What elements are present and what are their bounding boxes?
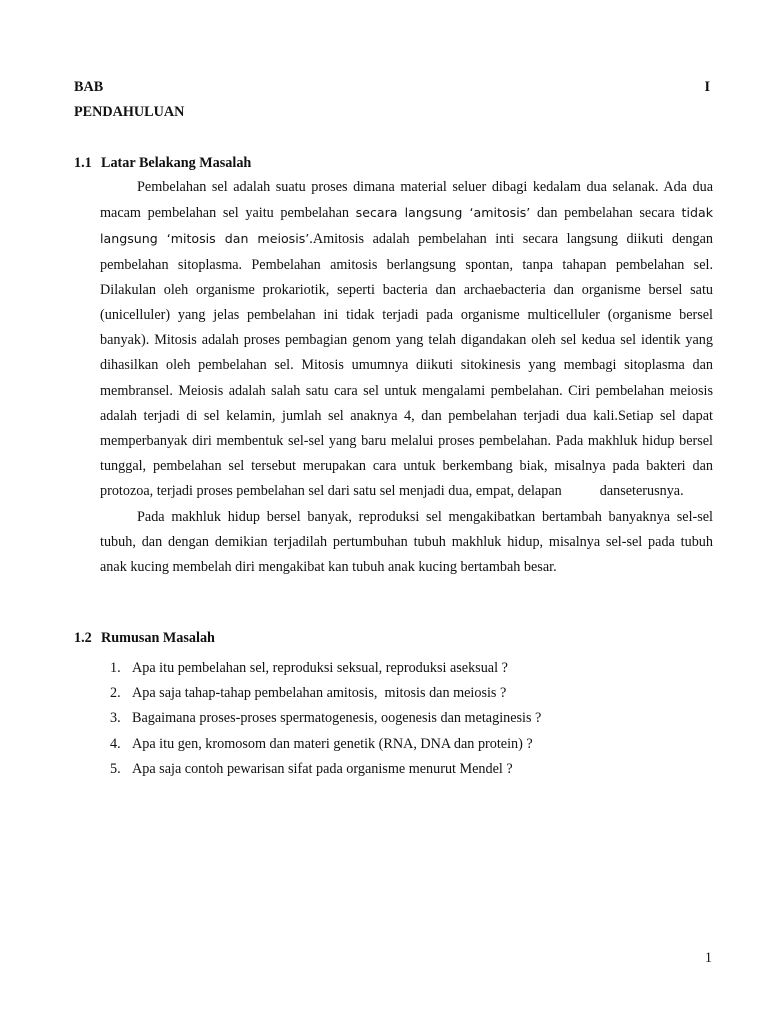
- list-item: [110, 706, 541, 731]
- section-number: 1.1: [74, 155, 92, 171]
- section-1-1-body: [100, 175, 713, 580]
- section-title: Latar Belakang Masalah: [101, 155, 252, 171]
- list-text: Apa itu gen, kromosom dan materi genetik (RNA, DNA dan protein) ?: [132, 735, 533, 752]
- list-text: Apa saja tahap-tahap pembelahan amitosis, mitosis dan meiosis ?: [132, 685, 507, 702]
- list-item: [110, 732, 541, 757]
- chapter-header: [74, 79, 710, 96]
- list-number: 3.: [110, 710, 121, 727]
- page-number: 1: [704, 950, 712, 966]
- list-number: 1.: [110, 660, 121, 676]
- p1-text-b: dan pembelahan secara: [530, 205, 682, 222]
- list-item: [110, 681, 541, 706]
- list-item: [110, 656, 541, 681]
- section-heading-1-1: [74, 155, 251, 172]
- list-text: Apa saja contoh pewarisan sifat pada organisme menurut Mendel ?: [132, 760, 513, 777]
- p1-text-end: danseterusnya.: [599, 483, 684, 500]
- p1-text-a: Pembelahan sel adalah suatu proses dimana material seluer dibagi kedalam dua selanak. Ada dua macam pembelahan sel yaitu pembelahan: [100, 179, 713, 222]
- list-item: [110, 757, 541, 782]
- bab-label: BAB: [74, 79, 104, 95]
- list-text: Apa itu pembelahan sel, reproduksi seksual, reproduksi aseksual ?: [132, 660, 508, 676]
- list-text: Bagaimana proses-proses spermatogenesis, oogenesis dan metaginesis ?: [132, 710, 542, 727]
- list-number: 4.: [110, 735, 121, 752]
- problem-list: [110, 656, 541, 782]
- section-heading-1-2: [74, 630, 215, 647]
- paragraph-1: [100, 175, 713, 505]
- chapter-title: PENDAHULUAN: [74, 104, 185, 120]
- p1-term-mitosis-meiosis: tidak langsung ‘mitosis dan meiosis’: [100, 205, 713, 247]
- list-number: 2.: [110, 685, 121, 702]
- p1-term-amitosis: secara langsung ‘amitosis’: [355, 205, 531, 221]
- list-number: 5.: [110, 760, 121, 777]
- paragraph-2: Pada makhluk hidup bersel banyak, reproduksi sel mengakibatkan bertambah banyaknya sel-sel tubuh, dan dengan demikian terjadilah pertumbuhan tubuh makhluk hidup, misalnya sel-sel pada tubuh anak kucing membelah diri mengakibat kan tubuh anak kucing bertambah besar.: [100, 508, 713, 576]
- p1-text-c: .Amitosis adalah pembelahan inti secara langsung diikuti dengan pembelahan sitoplasma. Pembelahan amitosis berlangsung spontan, tanpa tahapan pembelahan sel. Dilakulan oleh organisme prokariotik, seperti bacteria dan archaebacteria dan organisme bersel satu (unicelluler) yang jelas pembelahan ini tidak terjadi pada organisme multicelluler (organisme bersel banyak). Mitosis adalah proses pembagian genom yang telah digandakan oleh sel kedua sel identik yang dihasilkan oleh pembelahan sel. Mitosis umumnya diikuti sitokinesis yang membagi sitoplasma dan membransel. Meiosis adalah salah satu cara sel untuk mengalami pembelahan. Ciri pembelahan meiosis adalah terjadi di sel kelamin, jumlah sel anaknya 4, dan pembelahan terjadi dua kali.Setiap sel dapat memperbanyak diri membentuk sel-sel yang baru melalui proses pembelahan. Pada makhluk hidup bersel tunggal, pembelahan sel tersebut merupakan cara untuk berkembang biak, misalnya pada bakteri dan protozoa, terjadi proses pembelahan sel dari satu sel menjadi dua, empat, delapan: [100, 231, 714, 500]
- section-title: Rumusan Masalah: [101, 630, 215, 646]
- section-number: 1.2: [74, 630, 92, 646]
- chapter-roman-numeral: I: [704, 79, 710, 95]
